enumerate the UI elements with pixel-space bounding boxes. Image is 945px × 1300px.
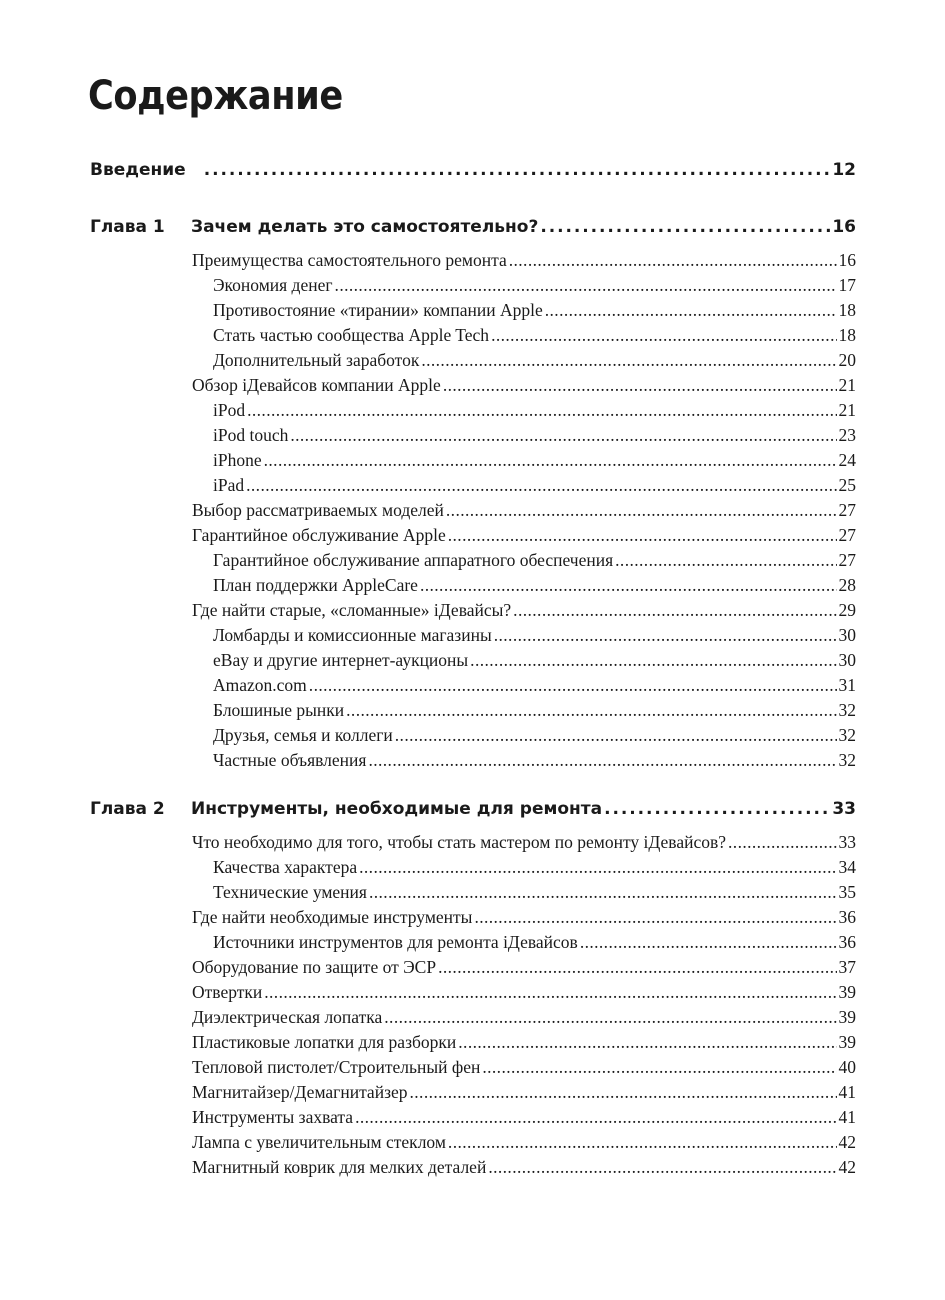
toc-entry[interactable] [192,498,856,523]
toc-entry-title: iPad [213,475,245,495]
toc-entry[interactable] [192,723,856,748]
toc-entry-page-number: 23 [838,425,856,445]
toc-entry-title: Отвертки [192,982,263,1002]
toc-chapter-2-row[interactable] [90,799,856,825]
dot-leader [204,160,831,180]
dot-leader [438,955,836,980]
dot-leader [410,1080,837,1105]
toc-entry-page-number: 36 [838,932,856,952]
toc-entry-title: Гарантийное обслуживание Apple [192,525,446,545]
dot-leader [545,298,837,323]
toc-entry[interactable] [192,373,856,398]
dot-leader [580,930,837,955]
toc-entry-page-number: 16 [838,250,856,270]
chapter-1-page-number: 16 [832,217,856,237]
toc-entry[interactable] [192,930,856,955]
chapter-2-label: Глава 2 [90,799,165,819]
toc-entry[interactable] [192,1080,856,1105]
toc-entry[interactable] [192,980,856,1005]
chapter-1-title: Зачем делать это самостоятельно? [191,217,539,237]
toc-entry-page-number: 41 [838,1107,856,1127]
toc-entry-page-number: 24 [838,450,856,470]
toc-entry[interactable] [192,1130,856,1155]
toc-entry-title: Где найти старые, «сломанные» iДевайсы? [192,600,512,620]
toc-entry-title: eBay и другие интернет-аукционы [213,650,469,670]
toc-entry-page-number: 21 [838,375,856,395]
toc-entry-page-number: 37 [838,957,856,977]
toc-entry[interactable] [192,1155,856,1180]
toc-entry-title: Ломбарды и комиссионные магазины [213,625,492,645]
toc-entry-page-number: 25 [838,475,856,495]
chapter-2-entries [192,830,856,1180]
toc-entry-title: Технические умения [213,882,367,902]
toc-entry-page-number: 33 [838,832,856,852]
toc-chapter-1-row[interactable] [90,217,856,243]
toc-entry-title: Выбор рассматриваемых моделей [192,500,444,520]
dot-leader [384,1005,836,1030]
toc-entry-title: Источники инструментов для ремонта iДевайсов [213,932,578,952]
toc-entry-title: План поддержки AppleCare [213,575,418,595]
toc-entry[interactable] [192,598,856,623]
toc-intro-row[interactable] [90,160,856,186]
toc-entry[interactable] [192,1105,856,1130]
dot-leader [264,448,837,473]
dot-leader [482,1055,836,1080]
dot-leader [540,217,830,237]
dot-leader [247,398,836,423]
toc-entry-page-number: 35 [838,882,856,902]
dot-leader [446,498,837,523]
toc-entry-title: iPod touch [213,425,289,445]
dot-leader [615,548,836,573]
toc-entry-title: iPhone [213,450,262,470]
toc-entry-page-number: 28 [838,575,856,595]
dot-leader [474,905,836,930]
toc-entry[interactable] [192,298,856,323]
toc-entry-page-number: 18 [838,300,856,320]
toc-entry-page-number: 32 [838,750,856,770]
dot-leader [346,698,836,723]
toc-entry-page-number: 20 [838,350,856,370]
dot-leader [491,323,836,348]
toc-entry[interactable] [192,648,856,673]
toc-entry[interactable] [192,748,856,773]
toc-entry-page-number: 34 [838,857,856,877]
toc-entry[interactable] [192,955,856,980]
dot-leader [368,748,836,773]
toc-entry[interactable] [192,398,856,423]
dot-leader [604,799,830,819]
toc-entry[interactable] [192,855,856,880]
toc-entry-title: Оборудование по защите от ЭСР [192,957,437,977]
toc-entry-title: Обзор iДевайсов компании Apple [192,375,441,395]
toc-entry[interactable] [192,880,856,905]
toc-entry[interactable] [192,323,856,348]
toc-entry-page-number: 30 [838,650,856,670]
toc-entry[interactable] [192,623,856,648]
dot-leader [448,1130,837,1155]
toc-entry[interactable] [192,248,856,273]
toc-entry[interactable] [192,273,856,298]
toc-entry[interactable] [192,348,856,373]
toc-entry-title: Друзья, семья и коллеги [213,725,393,745]
toc-entry[interactable] [192,698,856,723]
toc-entry[interactable] [192,473,856,498]
toc-entry[interactable] [192,573,856,598]
toc-entry[interactable] [192,830,856,855]
dot-leader [359,855,836,880]
toc-entry-page-number: 39 [838,1032,856,1052]
toc-entry-page-number: 18 [838,325,856,345]
dot-leader [395,723,837,748]
dot-leader [369,880,837,905]
toc-entry[interactable] [192,905,856,930]
toc-entry-page-number: 17 [838,275,856,295]
dot-leader [246,473,836,498]
toc-entry-title: iPod [213,400,246,420]
toc-entry-page-number: 40 [838,1057,856,1077]
toc-entry-page-number: 32 [838,700,856,720]
toc-entry[interactable] [192,523,856,548]
toc-entry-page-number: 27 [838,525,856,545]
toc-entry[interactable] [192,673,856,698]
dot-leader [513,598,836,623]
toc-entry-title: Гарантийное обслуживание аппаратного обеспечения [213,550,614,570]
toc-entry[interactable] [192,423,856,448]
intro-label: Введение [90,160,186,180]
dot-leader [420,573,837,598]
toc-entry-title: Частные объявления [213,750,367,770]
dot-leader [264,980,836,1005]
toc-entry[interactable] [192,448,856,473]
toc-entry-title: Дополнительный заработок [213,350,420,370]
toc-entry-title: Инструменты захвата [192,1107,354,1127]
toc-entry-title: Где найти необходимые инструменты [192,907,473,927]
toc-entry-title: Что необходимо для того, чтобы стать мастером по ремонту iДевайсов? [192,832,727,852]
toc-entry-title: Тепловой пистолет/Строительный фен [192,1057,481,1077]
toc-entry-page-number: 36 [838,907,856,927]
toc-entry-page-number: 41 [838,1082,856,1102]
toc-entry-page-number: 32 [838,725,856,745]
toc-entry-title: Магнитный коврик для мелких деталей [192,1157,487,1177]
dot-leader [443,373,837,398]
dot-leader [290,423,836,448]
dot-leader [458,1030,836,1055]
toc-entry-page-number: 21 [838,400,856,420]
dot-leader [309,673,837,698]
toc-entry-title: Стать частью сообщества Apple Tech [213,325,490,345]
dot-leader [421,348,836,373]
toc-entry-title: Блошиные рынки [213,700,345,720]
toc-entry-page-number: 31 [838,675,856,695]
intro-page-number: 12 [832,160,856,180]
toc-entry-title: Качества характера [213,857,358,877]
dot-leader [355,1105,836,1130]
dot-leader [509,248,837,273]
toc-entry[interactable] [192,1055,856,1080]
toc-entry-page-number: 29 [838,600,856,620]
toc-entry-page-number: 27 [838,550,856,570]
dot-leader [488,1155,836,1180]
toc-entry-page-number: 39 [838,1007,856,1027]
dot-leader [335,273,837,298]
chapter-2-title: Инструменты, необходимые для ремонта [191,799,603,819]
dot-leader [494,623,837,648]
dot-leader [448,523,837,548]
toc-entry-page-number: 27 [838,500,856,520]
dot-leader [470,648,836,673]
page-title: Содержание [88,73,343,119]
toc-entry-title: Экономия денег [213,275,333,295]
toc-entry-page-number: 39 [838,982,856,1002]
toc-entry-title: Amazon.com [213,675,307,695]
toc-entry-title: Пластиковые лопатки для разборки [192,1032,457,1052]
toc-entry-page-number: 42 [838,1157,856,1177]
toc-entry-title: Магнитайзер/Демагнитайзер [192,1082,408,1102]
toc-entry[interactable] [192,548,856,573]
toc-entry[interactable] [192,1030,856,1055]
toc-entry[interactable] [192,1005,856,1030]
chapter-1-entries [192,248,856,773]
toc-entry-title: Противостояние «тирании» компании Apple [213,300,543,320]
toc-entry-title: Лампа с увеличительным стеклом [192,1132,446,1152]
chapter-1-label: Глава 1 [90,217,165,237]
toc-entry-title: Преимущества самостоятельного ремонта [192,250,507,270]
chapter-2-page-number: 33 [832,799,856,819]
toc-entry-title: Диэлектрическая лопатка [192,1007,383,1027]
dot-leader [728,830,836,855]
toc-entry-page-number: 30 [838,625,856,645]
toc-entry-page-number: 42 [838,1132,856,1152]
